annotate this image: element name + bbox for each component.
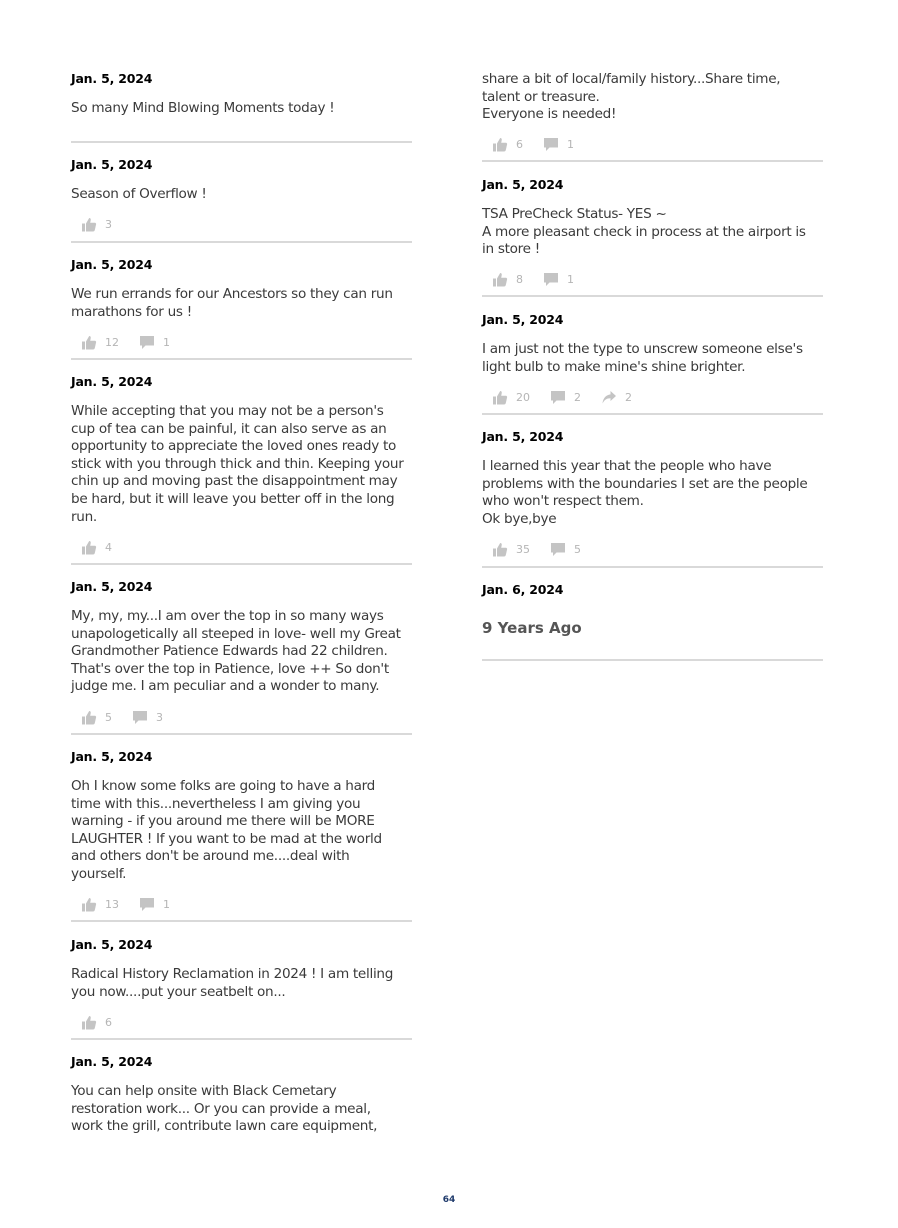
thumbs-up-icon [81,540,97,555]
comment-count: 5 [574,542,581,556]
like-count: 3 [105,217,112,231]
post-stats [71,709,173,725]
comment-stat[interactable] [550,390,587,405]
like-stat[interactable] [81,540,118,555]
post-date: Jan. 5, 2024 [482,177,564,192]
comment-icon [543,272,559,287]
comment-icon [543,137,559,152]
like-count: 4 [105,540,112,554]
comment-stat[interactable] [543,137,580,152]
like-count: 6 [516,137,523,151]
like-count: 8 [516,272,523,286]
divider [482,413,823,415]
post-stats [71,1014,122,1030]
like-count: 5 [105,710,112,724]
post-date: Jan. 6, 2024 [482,582,564,597]
comment-count: 1 [567,137,574,151]
post-date: Jan. 5, 2024 [71,579,153,594]
post-stats [482,541,591,557]
like-stat[interactable] [492,137,529,152]
divider [71,241,412,243]
like-stat[interactable] [81,1015,118,1030]
post-date: Jan. 5, 2024 [71,157,153,172]
post-text: My, my, my...I am over the top in so many ways unapologetically all steeped in love- well my Great Grandmother Patience Edwards had 22 children. That's over the top in Patience, love ++ So don't judge me. I am peculiar and a wonder to many. [71,608,401,695]
post-stats [71,334,180,350]
like-stat[interactable] [492,390,536,405]
divider [71,563,412,565]
post-date: Jan. 5, 2024 [482,429,564,444]
post-text: So many Mind Blowing Moments today ! [71,100,335,116]
like-count: 13 [105,897,119,911]
like-stat[interactable] [81,335,125,350]
divider [482,566,823,568]
page-number: 64 [442,1195,456,1205]
post-stats [482,389,642,405]
thumbs-up-icon [81,710,97,725]
post-text: We run errands for our Ancestors so they can run marathons for us ! [71,286,393,320]
comment-icon [550,542,566,557]
post-stats [71,539,122,555]
comment-count: 3 [156,710,163,724]
like-stat[interactable] [492,272,529,287]
post-text: I am just not the type to unscrew someone else's light bulb to make mine's shine brighter. [482,341,803,375]
post-stats [71,216,122,232]
post-text: While accepting that you may not be a person's cup of tea can be painful, it can also serve as an opportunity to appreciate the loved ones ready to stick with you through thick and thin. Keeping your chin up and moving past the disappointment may be hard, but it will leave you better off in the long run. [71,403,404,525]
comment-icon [132,710,148,725]
post-date: Jan. 5, 2024 [482,312,564,327]
divider [71,1038,412,1040]
comment-stat[interactable] [543,272,580,287]
comment-icon [139,897,155,912]
comment-stat[interactable] [550,542,587,557]
comment-count: 2 [574,390,581,404]
post-date: Jan. 5, 2024 [71,257,153,272]
share-count: 2 [625,390,632,404]
comment-count: 1 [567,272,574,286]
thumbs-up-icon [492,390,508,405]
like-stat[interactable] [81,217,118,232]
like-stat[interactable] [81,897,125,912]
thumbs-up-icon [81,1015,97,1030]
like-count: 6 [105,1015,112,1029]
post-stats [482,271,584,287]
post-date: Jan. 5, 2024 [71,374,153,389]
post-stats [71,896,180,912]
post-text: You can help onsite with Black Cemetary restoration work... Or you can provide a meal, work the grill, contribute lawn care equipment, [71,1083,378,1135]
like-count: 20 [516,390,530,404]
like-count: 12 [105,335,119,349]
like-stat[interactable] [492,542,536,557]
thumbs-up-icon [81,897,97,912]
divider [482,295,823,297]
post-text: Oh I know some folks are going to have a hard time with this...nevertheless I am giving you warning - if you around me there will be MORE LAUGHTER ! If you want to be mad at the world and others don't be around me....deal with yourself. [71,778,382,882]
post-date: Jan. 5, 2024 [71,749,153,764]
post-text: I learned this year that the people who have problems with the boundaries I set are the people who won't respect them. Ok bye,bye [482,458,808,527]
post-date: Jan. 5, 2024 [71,71,153,86]
divider [71,358,412,360]
post-text: share a bit of local/family history...Share time, talent or treasure. Everyone is needed! [482,71,781,123]
divider [71,733,412,735]
post-date: Jan. 5, 2024 [71,1054,153,1069]
thumbs-up-icon [81,335,97,350]
thumbs-up-icon [492,542,508,557]
share-icon [601,390,617,405]
comment-count: 1 [163,897,170,911]
post-text: Radical History Reclamation in 2024 ! I am telling you now....put your seatbelt on... [71,966,394,1000]
share-stat[interactable] [601,390,638,405]
divider [71,920,412,922]
comment-stat[interactable] [132,710,169,725]
divider [71,141,412,143]
divider [482,160,823,162]
post-stats [482,136,584,152]
post-date: Jan. 5, 2024 [71,937,153,952]
thumbs-up-icon [492,137,508,152]
comment-stat[interactable] [139,335,176,350]
comment-count: 1 [163,335,170,349]
post-text: TSA PreCheck Status- YES ~ A more pleasant check in process at the airport is in store ! [482,206,806,258]
comment-stat[interactable] [139,897,176,912]
divider [482,659,823,661]
like-stat[interactable] [81,710,118,725]
like-count: 35 [516,542,530,556]
thumbs-up-icon [81,217,97,232]
memory-title: 9 Years Ago [482,619,582,637]
thumbs-up-icon [492,272,508,287]
comment-icon [139,335,155,350]
post-text: Season of Overflow ! [71,186,207,202]
comment-icon [550,390,566,405]
